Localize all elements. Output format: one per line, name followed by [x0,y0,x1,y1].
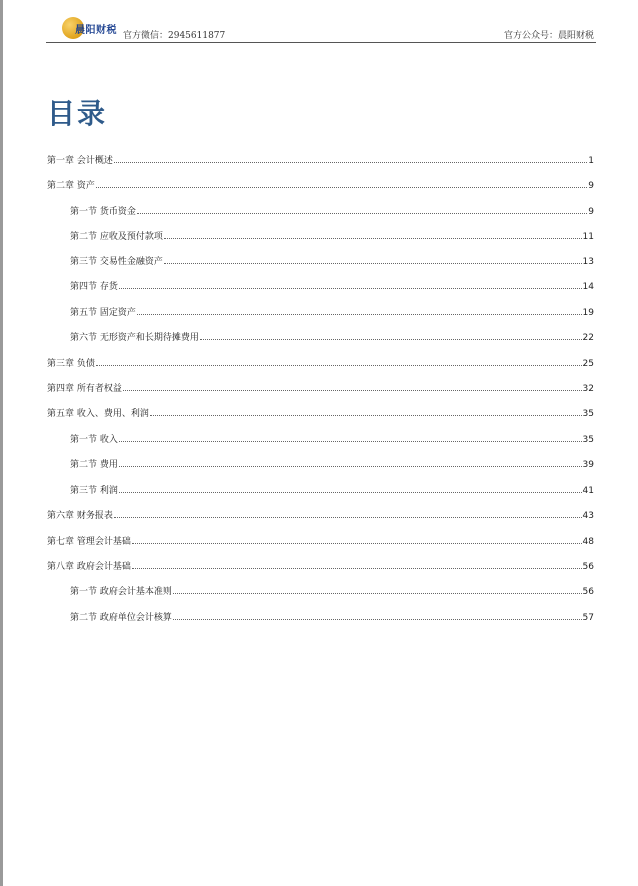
toc-page: 22 [582,333,594,343]
toc-leader [137,212,587,214]
toc-leader [123,389,582,391]
toc-entry[interactable] [70,228,594,242]
header-divider [46,42,596,43]
toc-page: 39 [582,460,594,470]
toc-leader [96,186,587,188]
page-left-edge [0,0,3,886]
toc-label: 第八章 政府会计基础 [47,562,131,572]
toc-entry[interactable] [70,203,594,217]
toc-leader [164,262,582,264]
toc-page: 25 [582,359,594,369]
toc-page: 14 [582,282,594,292]
toc-entry[interactable] [70,456,594,470]
toc-page: 43 [582,511,594,521]
toc-label: 第六节 无形资产和长期待摊费用 [70,333,199,343]
toc-entry[interactable] [47,507,594,521]
toc-entry[interactable] [70,253,594,267]
toc-leader [119,491,582,493]
toc-page: 35 [582,409,594,419]
toc-label: 第三节 交易性金融资产 [70,257,163,267]
header-wechat: 官方微信：2945611877 [123,31,226,41]
toc-label: 第三章 负债 [47,359,95,369]
toc-leader [173,618,582,620]
toc-label: 第一章 会计概述 [47,156,113,166]
toc-entry[interactable] [47,152,594,166]
toc-page: 19 [582,308,594,318]
toc-label: 第一节 收入 [70,435,118,445]
toc-page: 41 [582,486,594,496]
header-official-account: 官方公众号：晨阳财税 [503,31,594,41]
toc-leader [137,313,582,315]
toc-leader [132,542,582,544]
page-title: 目录 [47,97,108,130]
page-header [46,16,594,42]
toc-leader [164,237,582,239]
toc-leader [119,440,582,442]
toc-entry[interactable] [70,329,594,343]
brand-logo [62,16,120,40]
toc-page: 57 [582,613,594,623]
toc-leader [119,465,582,467]
toc-leader [119,287,582,289]
toc-label: 第一节 货币资金 [70,207,136,217]
toc-page: 9 [588,207,594,217]
toc-leader [96,364,582,366]
toc-page: 48 [582,537,594,547]
toc-label: 第二节 应收及预付款项 [70,232,163,242]
toc-page: 13 [582,257,594,267]
toc-entry[interactable] [47,355,594,369]
toc-entry[interactable] [47,558,594,572]
toc-entry[interactable] [70,431,594,445]
toc-entry[interactable] [70,278,594,292]
toc-page: 32 [582,384,594,394]
toc-leader [200,338,582,340]
toc-page: 1 [588,156,594,166]
toc-leader [132,567,582,569]
toc-entry[interactable] [47,533,594,547]
toc-label: 第四节 存货 [70,282,118,292]
toc-leader [150,414,582,416]
toc-page: 11 [582,232,594,242]
toc-label: 第二节 费用 [70,460,118,470]
toc-label: 第六章 财务报表 [47,511,113,521]
toc-entry[interactable] [47,380,594,394]
toc-page: 9 [588,181,594,191]
toc-label: 第五章 收入、费用、利润 [47,409,149,419]
toc-leader [173,592,582,594]
toc-label: 第一节 政府会计基本准则 [70,587,172,597]
toc-label: 第二章 资产 [47,181,95,191]
toc-entry[interactable] [70,583,594,597]
toc-leader [114,516,582,518]
logo-text: 晨阳财税 [75,25,117,36]
toc-entry[interactable] [70,609,594,623]
toc-label: 第七章 管理会计基础 [47,537,131,547]
toc-page: 56 [582,562,594,572]
toc-leader [114,161,587,163]
toc-label: 第五节 固定资产 [70,308,136,318]
toc-label: 第三节 利润 [70,486,118,496]
toc-entry[interactable] [47,405,594,419]
toc-entry[interactable] [70,482,594,496]
toc-entry[interactable] [47,177,594,191]
toc-label: 第二节 政府单位会计核算 [70,613,172,623]
toc-page: 56 [582,587,594,597]
toc-entry[interactable] [70,304,594,318]
toc-page: 35 [582,435,594,445]
toc-label: 第四章 所有者权益 [47,384,122,394]
